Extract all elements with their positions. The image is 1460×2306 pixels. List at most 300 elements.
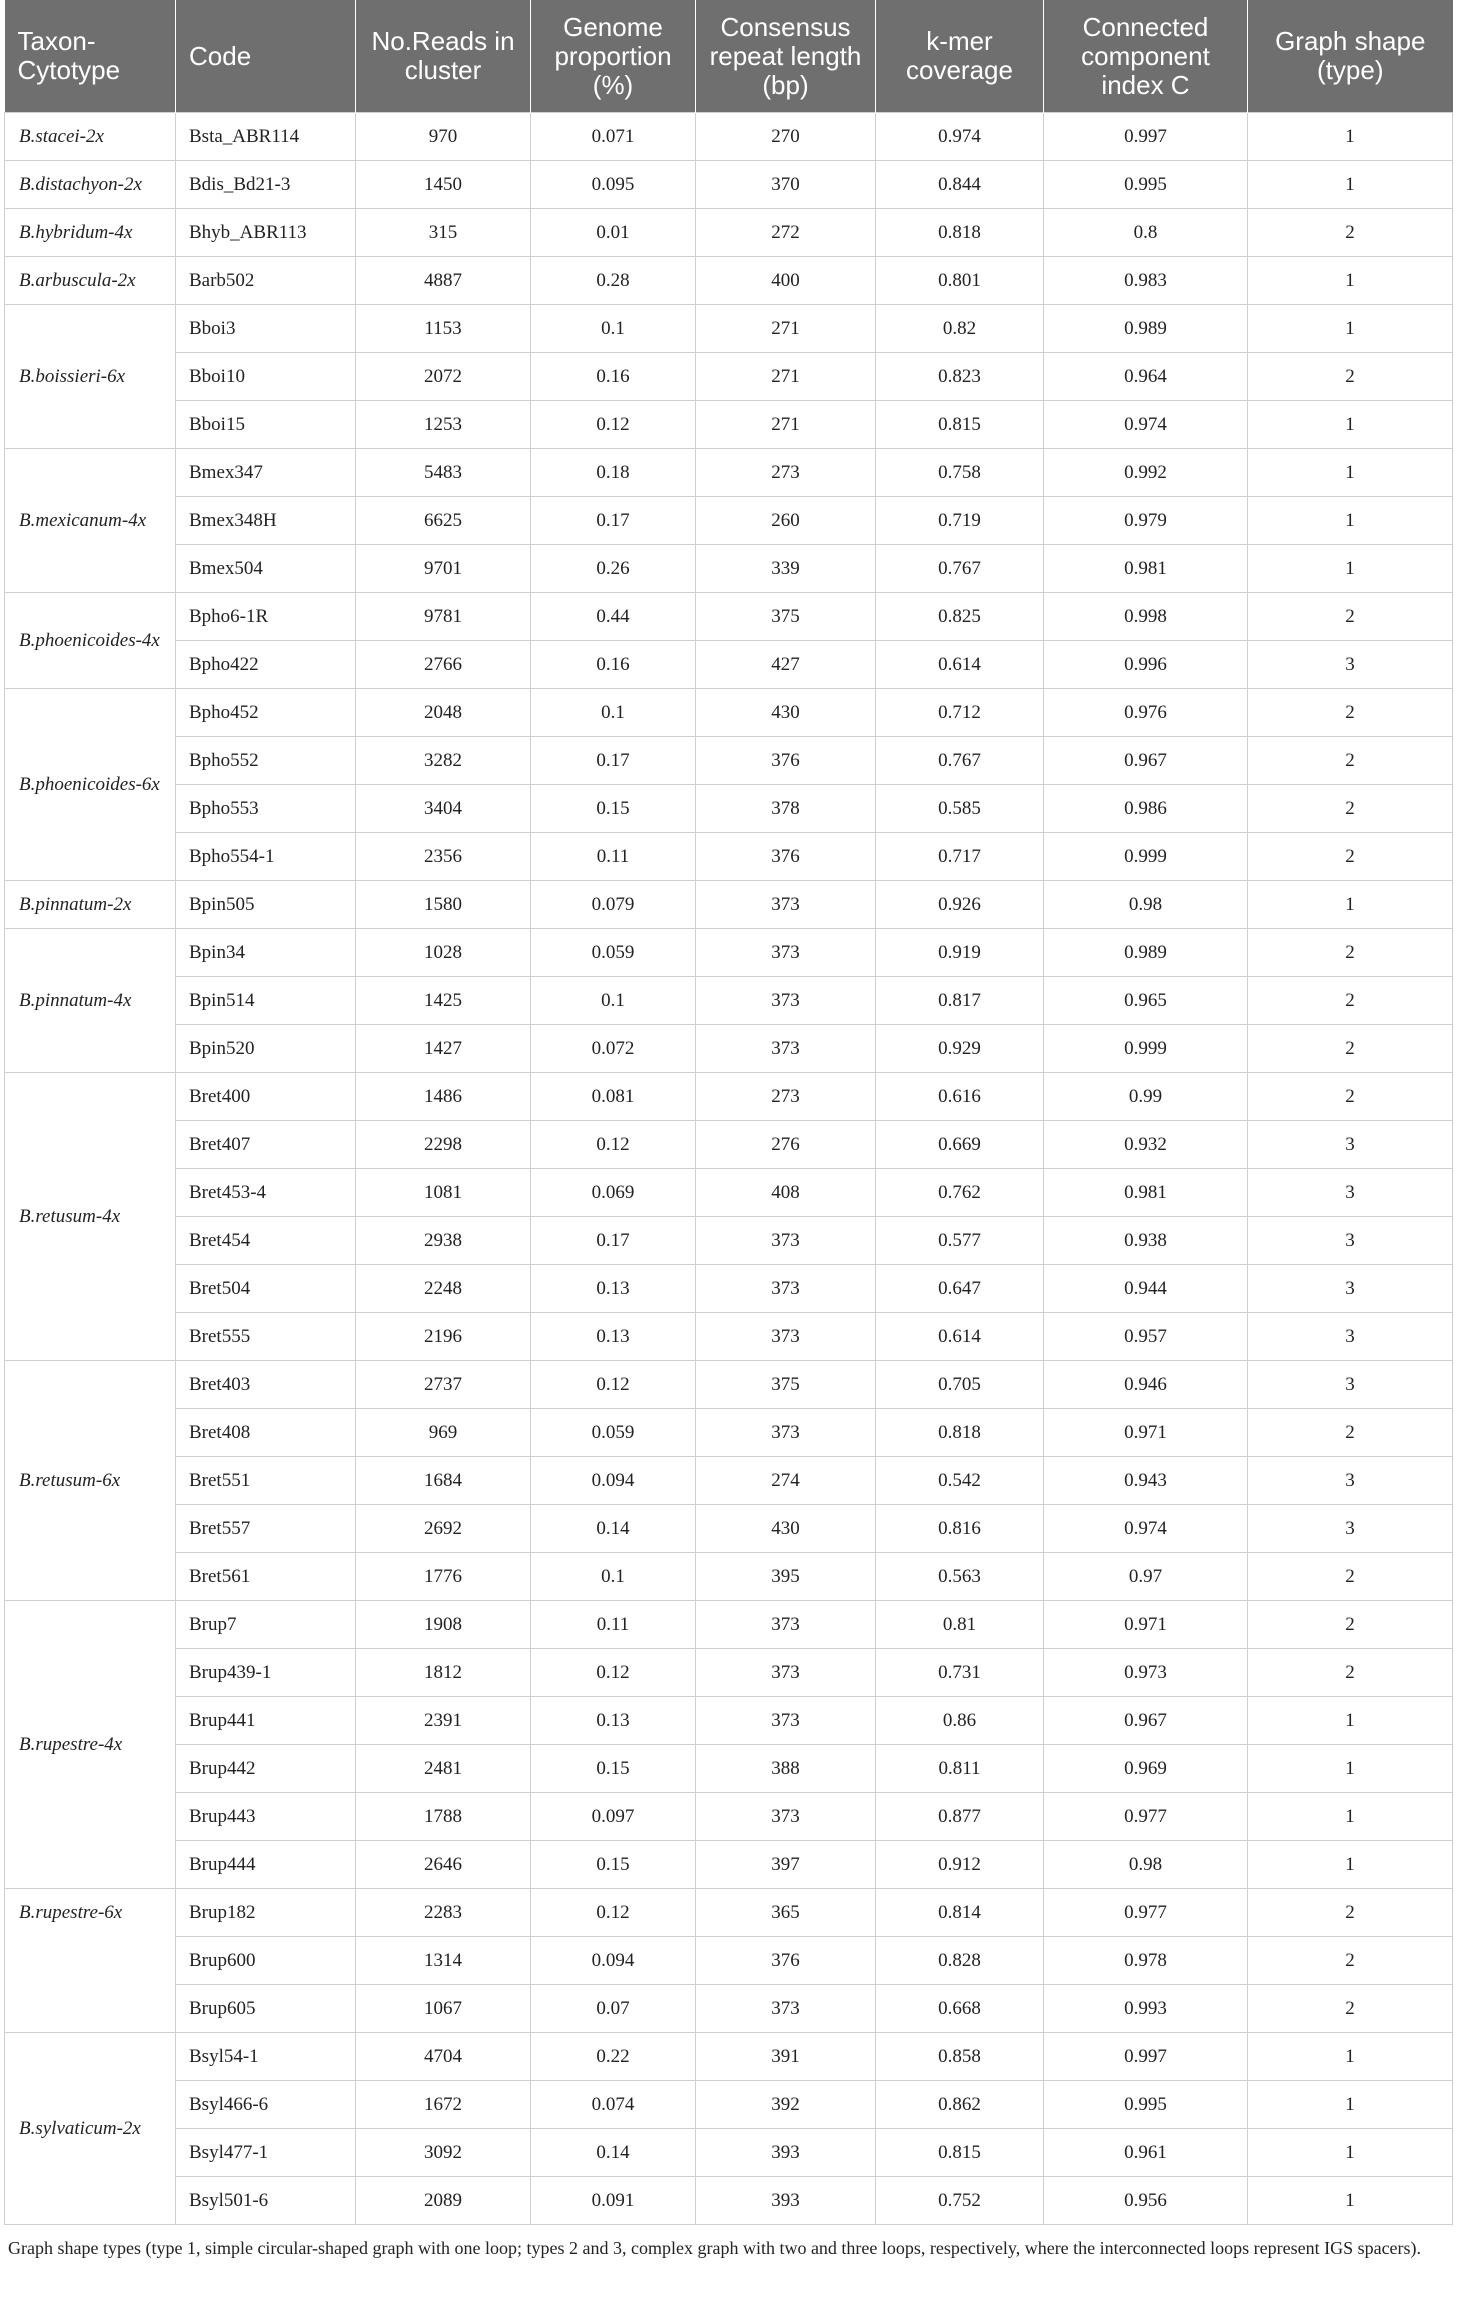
graph-shape-cell: 3 xyxy=(1248,1121,1453,1169)
graph-shape-cell: 2 xyxy=(1248,353,1453,401)
genome-proportion-cell: 0.074 xyxy=(531,2081,696,2129)
component-index-cell: 0.986 xyxy=(1044,785,1248,833)
kmer-coverage-cell: 0.814 xyxy=(876,1889,1044,1937)
reads-cell: 2938 xyxy=(356,1217,531,1265)
graph-shape-cell: 2 xyxy=(1248,1937,1453,1985)
repeat-length-cell: 373 xyxy=(696,1601,876,1649)
graph-shape-cell: 3 xyxy=(1248,1313,1453,1361)
reads-cell: 2481 xyxy=(356,1745,531,1793)
table-body xyxy=(5,113,1453,2225)
table-row xyxy=(5,1841,1453,1889)
reads-cell: 4704 xyxy=(356,2033,531,2081)
reads-cell: 2391 xyxy=(356,1697,531,1745)
kmer-coverage-cell: 0.818 xyxy=(876,209,1044,257)
genome-proportion-cell: 0.16 xyxy=(531,353,696,401)
code-cell: Bpin34 xyxy=(176,929,356,977)
graph-shape-cell: 2 xyxy=(1248,1889,1453,1937)
reads-cell: 1427 xyxy=(356,1025,531,1073)
graph-shape-cell: 1 xyxy=(1248,305,1453,353)
kmer-coverage-cell: 0.974 xyxy=(876,113,1044,161)
reads-cell: 1788 xyxy=(356,1793,531,1841)
graph-shape-cell: 3 xyxy=(1248,1361,1453,1409)
table-footnote: Graph shape types (type 1, simple circular-shaped graph with one loop; types 2 and 3, complex graph with two and three loops, respectively, where the interconnected loops represent IGS spacers). xyxy=(8,2238,1422,2258)
kmer-coverage-cell: 0.818 xyxy=(876,1409,1044,1457)
genome-proportion-cell: 0.12 xyxy=(531,1121,696,1169)
table-row xyxy=(5,2033,1453,2081)
genome-proportion-cell: 0.059 xyxy=(531,929,696,977)
genome-proportion-cell: 0.28 xyxy=(531,257,696,305)
genome-proportion-cell: 0.18 xyxy=(531,449,696,497)
reads-cell: 1776 xyxy=(356,1553,531,1601)
component-index-cell: 0.97 xyxy=(1044,1553,1248,1601)
reads-cell: 2646 xyxy=(356,1841,531,1889)
component-index-cell: 0.967 xyxy=(1044,737,1248,785)
component-index-cell: 0.967 xyxy=(1044,1697,1248,1745)
repeat-length-cell: 391 xyxy=(696,2033,876,2081)
code-cell: Bpho422 xyxy=(176,641,356,689)
repeat-length-cell: 375 xyxy=(696,1361,876,1409)
table-figure xyxy=(4,0,1456,2261)
kmer-coverage-cell: 0.919 xyxy=(876,929,1044,977)
repeat-length-cell: 260 xyxy=(696,497,876,545)
genome-proportion-cell: 0.13 xyxy=(531,1265,696,1313)
kmer-coverage-cell: 0.801 xyxy=(876,257,1044,305)
genome-proportion-cell: 0.12 xyxy=(531,401,696,449)
genome-proportion-cell: 0.1 xyxy=(531,305,696,353)
genome-proportion-cell: 0.095 xyxy=(531,161,696,209)
genome-proportion-cell: 0.15 xyxy=(531,1841,696,1889)
kmer-coverage-cell: 0.712 xyxy=(876,689,1044,737)
code-cell: Bsyl466-6 xyxy=(176,2081,356,2129)
component-index-cell: 0.979 xyxy=(1044,497,1248,545)
graph-shape-cell: 2 xyxy=(1248,785,1453,833)
code-cell: Bpho552 xyxy=(176,737,356,785)
table-row xyxy=(5,977,1453,1025)
component-index-cell: 0.989 xyxy=(1044,305,1248,353)
genome-proportion-cell: 0.097 xyxy=(531,1793,696,1841)
repeat-length-cell: 274 xyxy=(696,1457,876,1505)
component-index-cell: 0.995 xyxy=(1044,161,1248,209)
component-index-cell: 0.98 xyxy=(1044,881,1248,929)
repeat-length-cell: 373 xyxy=(696,1265,876,1313)
table-row xyxy=(5,2129,1453,2177)
genome-proportion-cell: 0.44 xyxy=(531,593,696,641)
header-code: Code xyxy=(176,0,356,113)
component-index-cell: 0.997 xyxy=(1044,2033,1248,2081)
code-cell: Brup605 xyxy=(176,1985,356,2033)
reads-cell: 1684 xyxy=(356,1457,531,1505)
repeat-length-cell: 270 xyxy=(696,113,876,161)
table-row xyxy=(5,1313,1453,1361)
reads-cell: 1067 xyxy=(356,1985,531,2033)
repeat-length-cell: 373 xyxy=(696,977,876,1025)
reads-cell: 1580 xyxy=(356,881,531,929)
reads-cell: 1908 xyxy=(356,1601,531,1649)
graph-shape-cell: 1 xyxy=(1248,1793,1453,1841)
header-component-index: Connected component index C xyxy=(1044,0,1248,113)
kmer-coverage-cell: 0.823 xyxy=(876,353,1044,401)
taxon-cell: B.retusum-4x xyxy=(5,1073,176,1361)
graph-shape-cell: 1 xyxy=(1248,1841,1453,1889)
reads-cell: 1153 xyxy=(356,305,531,353)
header-repeat-length: Consensus repeat length (bp) xyxy=(696,0,876,113)
reads-cell: 2356 xyxy=(356,833,531,881)
graph-shape-cell: 2 xyxy=(1248,1649,1453,1697)
table-row xyxy=(5,2177,1453,2225)
kmer-coverage-cell: 0.844 xyxy=(876,161,1044,209)
table-row xyxy=(5,449,1453,497)
graph-shape-cell: 2 xyxy=(1248,1025,1453,1073)
genome-proportion-cell: 0.11 xyxy=(531,1601,696,1649)
kmer-coverage-cell: 0.668 xyxy=(876,1985,1044,2033)
graph-shape-cell: 1 xyxy=(1248,881,1453,929)
component-index-cell: 0.971 xyxy=(1044,1601,1248,1649)
genome-proportion-cell: 0.12 xyxy=(531,1361,696,1409)
reads-cell: 1812 xyxy=(356,1649,531,1697)
reads-cell: 2248 xyxy=(356,1265,531,1313)
table-row xyxy=(5,1793,1453,1841)
component-index-cell: 0.996 xyxy=(1044,641,1248,689)
kmer-coverage-cell: 0.563 xyxy=(876,1553,1044,1601)
kmer-coverage-cell: 0.542 xyxy=(876,1457,1044,1505)
component-index-cell: 0.974 xyxy=(1044,401,1248,449)
graph-shape-cell: 3 xyxy=(1248,1505,1453,1553)
repeat-length-cell: 376 xyxy=(696,1937,876,1985)
header-taxon: Taxon-Cytotype xyxy=(5,0,176,113)
table-row xyxy=(5,1505,1453,1553)
code-cell: Bret454 xyxy=(176,1217,356,1265)
reads-cell: 2048 xyxy=(356,689,531,737)
kmer-coverage-cell: 0.731 xyxy=(876,1649,1044,1697)
graph-shape-cell: 1 xyxy=(1248,1697,1453,1745)
table-row xyxy=(5,1169,1453,1217)
repeat-length-cell: 376 xyxy=(696,833,876,881)
repeat-length-cell: 373 xyxy=(696,929,876,977)
code-cell: Bboi10 xyxy=(176,353,356,401)
kmer-coverage-cell: 0.862 xyxy=(876,2081,1044,2129)
component-index-cell: 0.981 xyxy=(1044,545,1248,593)
code-cell: Bpin520 xyxy=(176,1025,356,1073)
repeat-length-cell: 373 xyxy=(696,1793,876,1841)
component-index-cell: 0.946 xyxy=(1044,1361,1248,1409)
table-row xyxy=(5,113,1453,161)
repeat-length-cell: 427 xyxy=(696,641,876,689)
component-index-cell: 0.983 xyxy=(1044,257,1248,305)
repeat-length-cell: 339 xyxy=(696,545,876,593)
genome-proportion-cell: 0.22 xyxy=(531,2033,696,2081)
table-row xyxy=(5,833,1453,881)
code-cell: Bret453-4 xyxy=(176,1169,356,1217)
component-index-cell: 0.969 xyxy=(1044,1745,1248,1793)
component-index-cell: 0.938 xyxy=(1044,1217,1248,1265)
reads-cell: 970 xyxy=(356,113,531,161)
code-cell: Bpho6-1R xyxy=(176,593,356,641)
genome-proportion-cell: 0.1 xyxy=(531,1553,696,1601)
genome-proportion-cell: 0.15 xyxy=(531,785,696,833)
code-cell: Bboi3 xyxy=(176,305,356,353)
reads-cell: 3282 xyxy=(356,737,531,785)
header-genome-proportion: Genome proportion (%) xyxy=(531,0,696,113)
reads-cell: 3092 xyxy=(356,2129,531,2177)
reads-cell: 4887 xyxy=(356,257,531,305)
graph-shape-cell: 1 xyxy=(1248,2177,1453,2225)
repeat-length-cell: 276 xyxy=(696,1121,876,1169)
taxon-cell: B.stacei-2x xyxy=(5,113,176,161)
code-cell: Bsyl501-6 xyxy=(176,2177,356,2225)
kmer-coverage-cell: 0.825 xyxy=(876,593,1044,641)
genome-proportion-cell: 0.12 xyxy=(531,1889,696,1937)
genome-proportion-cell: 0.091 xyxy=(531,2177,696,2225)
genome-proportion-cell: 0.12 xyxy=(531,1649,696,1697)
repeat-length-cell: 373 xyxy=(696,1697,876,1745)
kmer-coverage-cell: 0.705 xyxy=(876,1361,1044,1409)
code-cell: Bret555 xyxy=(176,1313,356,1361)
reads-cell: 2283 xyxy=(356,1889,531,1937)
taxon-cell: B.pinnatum-4x xyxy=(5,929,176,1073)
repeat-length-cell: 397 xyxy=(696,1841,876,1889)
graph-shape-cell: 3 xyxy=(1248,1169,1453,1217)
reads-cell: 2737 xyxy=(356,1361,531,1409)
graph-shape-cell: 2 xyxy=(1248,1073,1453,1121)
component-index-cell: 0.993 xyxy=(1044,1985,1248,2033)
repeat-length-cell: 392 xyxy=(696,2081,876,2129)
component-index-cell: 0.999 xyxy=(1044,833,1248,881)
code-cell: Bret551 xyxy=(176,1457,356,1505)
genome-proportion-cell: 0.13 xyxy=(531,1313,696,1361)
component-index-cell: 0.981 xyxy=(1044,1169,1248,1217)
genome-proportion-cell: 0.094 xyxy=(531,1457,696,1505)
table-row xyxy=(5,1361,1453,1409)
component-index-cell: 0.971 xyxy=(1044,1409,1248,1457)
table-row xyxy=(5,257,1453,305)
table-row xyxy=(5,1217,1453,1265)
table-row xyxy=(5,1889,1453,1937)
taxon-cell: B.phoenicoides-6x xyxy=(5,689,176,881)
component-index-cell: 0.973 xyxy=(1044,1649,1248,1697)
graph-shape-cell: 2 xyxy=(1248,1409,1453,1457)
genome-proportion-cell: 0.16 xyxy=(531,641,696,689)
component-index-cell: 0.999 xyxy=(1044,1025,1248,1073)
kmer-coverage-cell: 0.82 xyxy=(876,305,1044,353)
header-row xyxy=(5,0,1453,113)
repeat-length-cell: 376 xyxy=(696,737,876,785)
component-index-cell: 0.978 xyxy=(1044,1937,1248,1985)
code-cell: Bpin505 xyxy=(176,881,356,929)
repeat-length-cell: 373 xyxy=(696,1409,876,1457)
table-row xyxy=(5,1025,1453,1073)
code-cell: Brup600 xyxy=(176,1937,356,1985)
repeat-length-cell: 430 xyxy=(696,689,876,737)
kmer-coverage-cell: 0.815 xyxy=(876,2129,1044,2177)
code-cell: Barb502 xyxy=(176,257,356,305)
table-row xyxy=(5,1409,1453,1457)
repeat-length-cell: 373 xyxy=(696,1025,876,1073)
reads-cell: 2298 xyxy=(356,1121,531,1169)
component-index-cell: 0.957 xyxy=(1044,1313,1248,1361)
genome-proportion-cell: 0.11 xyxy=(531,833,696,881)
code-cell: Bdis_Bd21-3 xyxy=(176,161,356,209)
repeat-length-cell: 430 xyxy=(696,1505,876,1553)
reads-cell: 2692 xyxy=(356,1505,531,1553)
graph-shape-cell: 3 xyxy=(1248,1265,1453,1313)
kmer-coverage-cell: 0.877 xyxy=(876,1793,1044,1841)
graph-shape-cell: 1 xyxy=(1248,1745,1453,1793)
code-cell: Bpin514 xyxy=(176,977,356,1025)
reads-cell: 1425 xyxy=(356,977,531,1025)
table-row xyxy=(5,1649,1453,1697)
code-cell: Bsyl54-1 xyxy=(176,2033,356,2081)
repeat-length-cell: 271 xyxy=(696,353,876,401)
reads-cell: 5483 xyxy=(356,449,531,497)
component-index-cell: 0.977 xyxy=(1044,1793,1248,1841)
table-row xyxy=(5,1073,1453,1121)
component-index-cell: 0.8 xyxy=(1044,209,1248,257)
table-row xyxy=(5,2081,1453,2129)
taxon-cell: B.rupestre-6x xyxy=(5,1889,176,2033)
kmer-coverage-cell: 0.585 xyxy=(876,785,1044,833)
graph-shape-cell: 1 xyxy=(1248,401,1453,449)
component-index-cell: 0.995 xyxy=(1044,2081,1248,2129)
component-index-cell: 0.965 xyxy=(1044,977,1248,1025)
kmer-coverage-cell: 0.616 xyxy=(876,1073,1044,1121)
repeat-length-cell: 378 xyxy=(696,785,876,833)
repeat-length-cell: 373 xyxy=(696,1649,876,1697)
reads-cell: 1486 xyxy=(356,1073,531,1121)
component-index-cell: 0.977 xyxy=(1044,1889,1248,1937)
table-row xyxy=(5,401,1453,449)
genome-proportion-cell: 0.17 xyxy=(531,497,696,545)
code-cell: Bpho452 xyxy=(176,689,356,737)
code-cell: Brup441 xyxy=(176,1697,356,1745)
graph-shape-cell: 1 xyxy=(1248,257,1453,305)
table-row xyxy=(5,305,1453,353)
code-cell: Bret403 xyxy=(176,1361,356,1409)
component-index-cell: 0.961 xyxy=(1044,2129,1248,2177)
table-row xyxy=(5,1937,1453,1985)
repeat-length-cell: 273 xyxy=(696,449,876,497)
genome-proportion-cell: 0.17 xyxy=(531,737,696,785)
code-cell: Brup442 xyxy=(176,1745,356,1793)
code-cell: Bpho554-1 xyxy=(176,833,356,881)
code-cell: Bsyl477-1 xyxy=(176,2129,356,2177)
code-cell: Bret408 xyxy=(176,1409,356,1457)
kmer-coverage-cell: 0.762 xyxy=(876,1169,1044,1217)
repeat-length-cell: 375 xyxy=(696,593,876,641)
kmer-coverage-cell: 0.929 xyxy=(876,1025,1044,1073)
code-cell: Brup7 xyxy=(176,1601,356,1649)
code-cell: Bmex504 xyxy=(176,545,356,593)
genome-proportion-cell: 0.14 xyxy=(531,1505,696,1553)
kmer-coverage-cell: 0.669 xyxy=(876,1121,1044,1169)
genome-proportion-cell: 0.15 xyxy=(531,1745,696,1793)
graph-shape-cell: 2 xyxy=(1248,1553,1453,1601)
table-row xyxy=(5,785,1453,833)
reads-cell: 2072 xyxy=(356,353,531,401)
repeat-length-cell: 271 xyxy=(696,305,876,353)
reads-cell: 2089 xyxy=(356,2177,531,2225)
table-row xyxy=(5,1601,1453,1649)
repeat-length-cell: 272 xyxy=(696,209,876,257)
reads-cell: 3404 xyxy=(356,785,531,833)
taxon-cell: B.phoenicoides-4x xyxy=(5,593,176,689)
reads-cell: 9701 xyxy=(356,545,531,593)
reads-cell: 1081 xyxy=(356,1169,531,1217)
kmer-coverage-cell: 0.719 xyxy=(876,497,1044,545)
kmer-coverage-cell: 0.614 xyxy=(876,1313,1044,1361)
table-row xyxy=(5,1745,1453,1793)
genome-proportion-cell: 0.072 xyxy=(531,1025,696,1073)
taxon-cell: B.pinnatum-2x xyxy=(5,881,176,929)
taxon-cell: B.distachyon-2x xyxy=(5,161,176,209)
code-cell: Bret504 xyxy=(176,1265,356,1313)
reads-cell: 1672 xyxy=(356,2081,531,2129)
genome-proportion-cell: 0.094 xyxy=(531,1937,696,1985)
component-index-cell: 0.943 xyxy=(1044,1457,1248,1505)
kmer-coverage-cell: 0.858 xyxy=(876,2033,1044,2081)
reads-cell: 315 xyxy=(356,209,531,257)
component-index-cell: 0.976 xyxy=(1044,689,1248,737)
genome-proportion-cell: 0.26 xyxy=(531,545,696,593)
kmer-coverage-cell: 0.926 xyxy=(876,881,1044,929)
genome-proportion-cell: 0.071 xyxy=(531,113,696,161)
component-index-cell: 0.99 xyxy=(1044,1073,1248,1121)
component-index-cell: 0.932 xyxy=(1044,1121,1248,1169)
genome-proportion-cell: 0.081 xyxy=(531,1073,696,1121)
repeat-length-cell: 370 xyxy=(696,161,876,209)
kmer-coverage-cell: 0.817 xyxy=(876,977,1044,1025)
code-cell: Bmex347 xyxy=(176,449,356,497)
genome-proportion-cell: 0.07 xyxy=(531,1985,696,2033)
genome-proportion-cell: 0.1 xyxy=(531,977,696,1025)
taxon-cell: B.boissieri-6x xyxy=(5,305,176,449)
kmer-coverage-cell: 0.752 xyxy=(876,2177,1044,2225)
table-row xyxy=(5,1697,1453,1745)
component-index-cell: 0.998 xyxy=(1044,593,1248,641)
genome-proportion-cell: 0.059 xyxy=(531,1409,696,1457)
graph-shape-cell: 1 xyxy=(1248,2033,1453,2081)
table-row xyxy=(5,209,1453,257)
taxon-cell: B.sylvaticum-2x xyxy=(5,2033,176,2225)
graph-shape-cell: 3 xyxy=(1248,1457,1453,1505)
repeat-length-cell: 408 xyxy=(696,1169,876,1217)
code-cell: Bboi15 xyxy=(176,401,356,449)
repeat-length-cell: 271 xyxy=(696,401,876,449)
code-cell: Bret557 xyxy=(176,1505,356,1553)
kmer-coverage-cell: 0.815 xyxy=(876,401,1044,449)
kmer-coverage-cell: 0.717 xyxy=(876,833,1044,881)
repeat-length-cell: 393 xyxy=(696,2177,876,2225)
reads-cell: 2196 xyxy=(356,1313,531,1361)
kmer-coverage-cell: 0.816 xyxy=(876,1505,1044,1553)
table-row xyxy=(5,1121,1453,1169)
genome-proportion-cell: 0.01 xyxy=(531,209,696,257)
kmer-coverage-cell: 0.614 xyxy=(876,641,1044,689)
reads-cell: 6625 xyxy=(356,497,531,545)
genome-proportion-cell: 0.13 xyxy=(531,1697,696,1745)
table-row xyxy=(5,497,1453,545)
kmer-coverage-cell: 0.767 xyxy=(876,737,1044,785)
genome-proportion-cell: 0.1 xyxy=(531,689,696,737)
graph-shape-cell: 1 xyxy=(1248,2081,1453,2129)
component-index-cell: 0.964 xyxy=(1044,353,1248,401)
code-cell: Brup439-1 xyxy=(176,1649,356,1697)
taxon-cell: B.mexicanum-4x xyxy=(5,449,176,593)
table-row xyxy=(5,593,1453,641)
kmer-coverage-cell: 0.828 xyxy=(876,1937,1044,1985)
graph-shape-cell: 2 xyxy=(1248,737,1453,785)
kmer-coverage-cell: 0.81 xyxy=(876,1601,1044,1649)
reads-cell: 1314 xyxy=(356,1937,531,1985)
